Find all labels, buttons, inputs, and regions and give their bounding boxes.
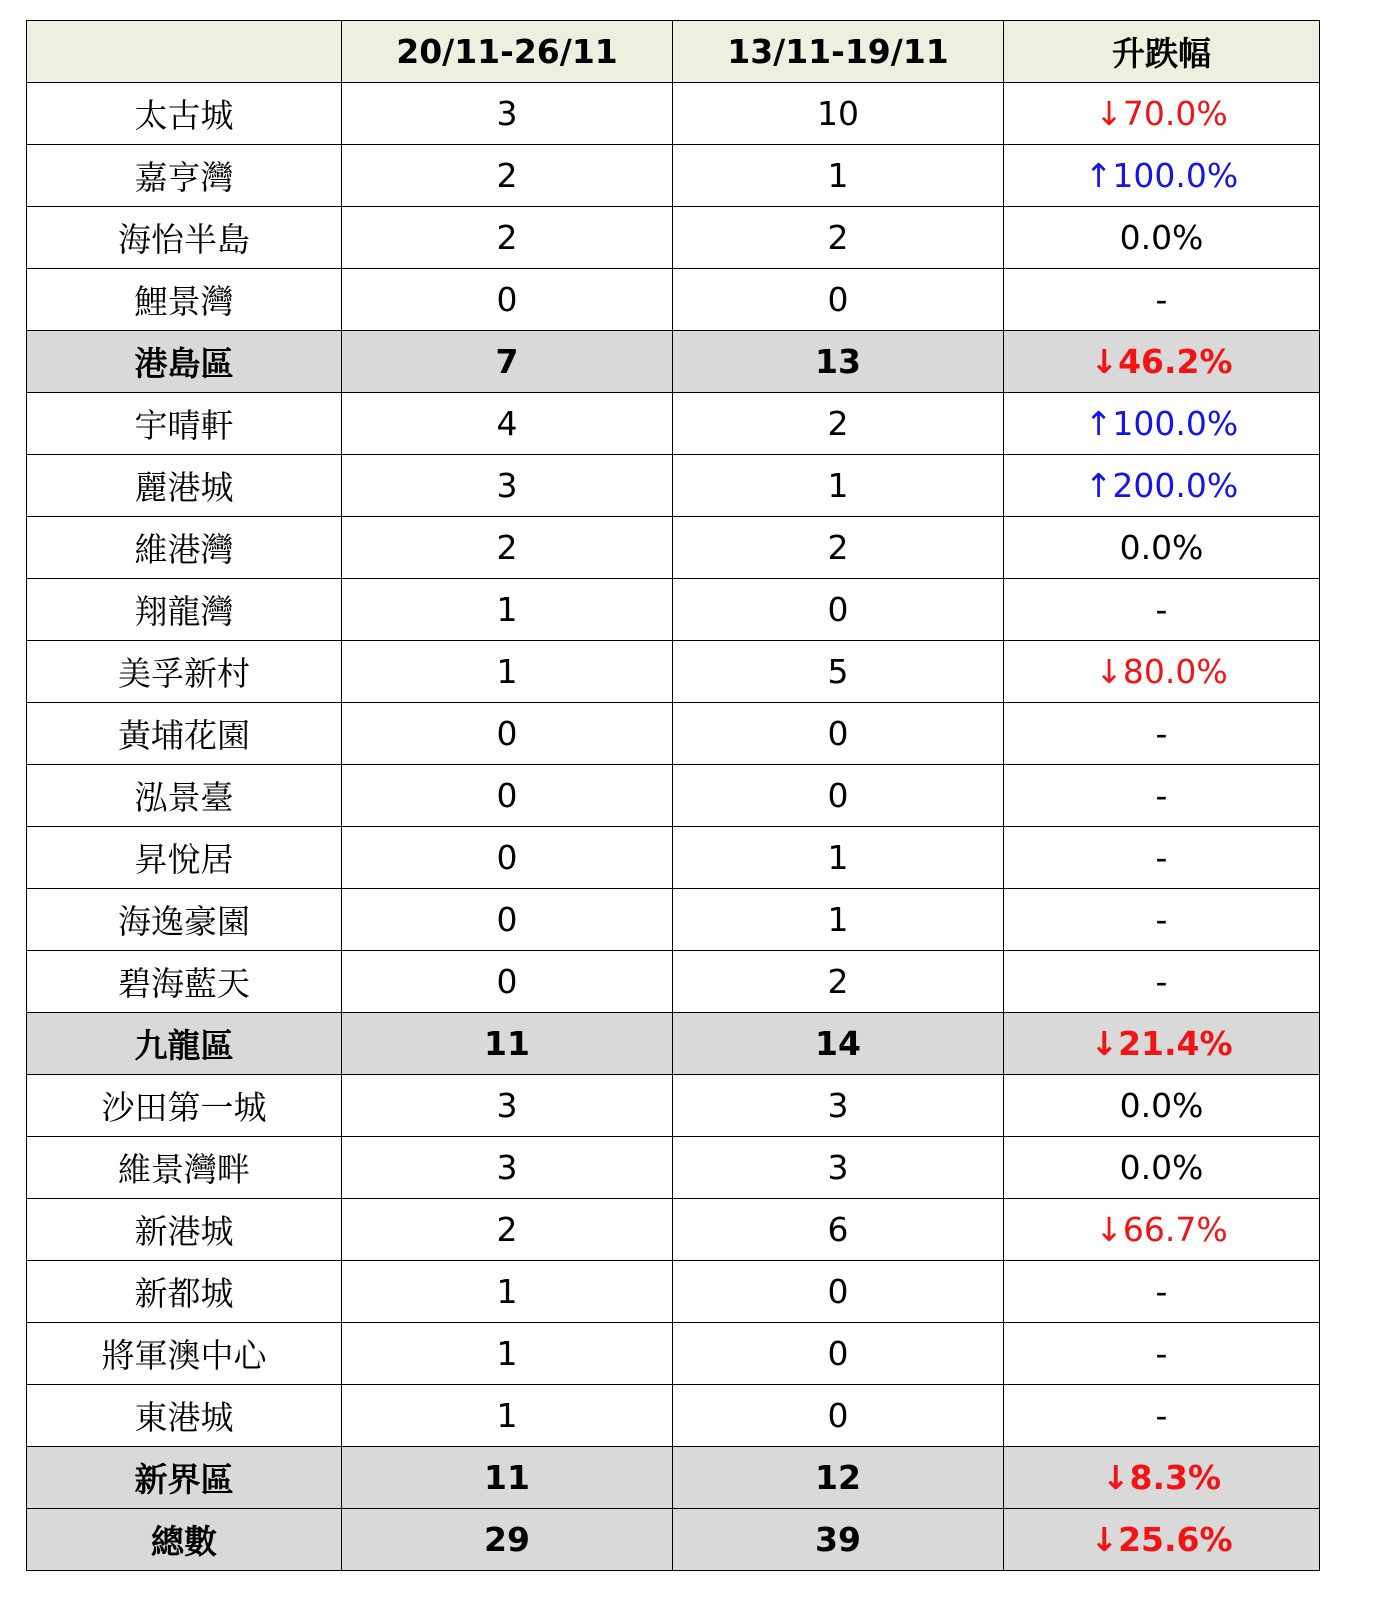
previous-week-cell: 13 xyxy=(673,331,1004,393)
estate-name-cell: 翔龍灣 xyxy=(27,579,342,641)
change-cell: - xyxy=(1004,951,1320,1013)
current-week-cell: 1 xyxy=(342,1385,673,1447)
current-week-cell: 0 xyxy=(342,269,673,331)
table-row xyxy=(27,393,1320,455)
previous-week-cell: 2 xyxy=(673,207,1004,269)
table-row xyxy=(27,889,1320,951)
previous-week-cell: 2 xyxy=(673,951,1004,1013)
table-row xyxy=(27,641,1320,703)
estate-name-cell: 將軍澳中心 xyxy=(27,1323,342,1385)
current-week-cell: 0 xyxy=(342,889,673,951)
change-cell: 0.0% xyxy=(1004,1075,1320,1137)
previous-week-cell: 1 xyxy=(673,827,1004,889)
previous-week-cell: 1 xyxy=(673,145,1004,207)
estate-name-cell: 麗港城 xyxy=(27,455,342,517)
previous-week-cell: 14 xyxy=(673,1013,1004,1075)
estate-name-cell: 鯉景灣 xyxy=(27,269,342,331)
previous-week-cell: 0 xyxy=(673,1261,1004,1323)
header-change: 升跌幅 xyxy=(1004,21,1320,83)
estate-name-cell: 海怡半島 xyxy=(27,207,342,269)
estate-name-cell: 泓景臺 xyxy=(27,765,342,827)
previous-week-cell: 39 xyxy=(673,1509,1004,1571)
table-row xyxy=(27,765,1320,827)
current-week-cell: 0 xyxy=(342,703,673,765)
current-week-cell: 11 xyxy=(342,1447,673,1509)
current-week-cell: 7 xyxy=(342,331,673,393)
subtotal-row xyxy=(27,331,1320,393)
current-week-cell: 1 xyxy=(342,641,673,703)
estate-name-cell: 嘉亨灣 xyxy=(27,145,342,207)
table-row xyxy=(27,1199,1320,1261)
table-row xyxy=(27,145,1320,207)
header-row xyxy=(27,21,1320,83)
change-cell: ↑200.0% xyxy=(1004,455,1320,517)
change-cell: 0.0% xyxy=(1004,517,1320,579)
table-row xyxy=(27,207,1320,269)
previous-week-cell: 2 xyxy=(673,393,1004,455)
change-cell: ↑100.0% xyxy=(1004,393,1320,455)
estate-name-cell: 碧海藍天 xyxy=(27,951,342,1013)
change-cell: - xyxy=(1004,269,1320,331)
current-week-cell: 1 xyxy=(342,1323,673,1385)
change-cell: - xyxy=(1004,1261,1320,1323)
current-week-cell: 1 xyxy=(342,579,673,641)
change-cell: ↓25.6% xyxy=(1004,1509,1320,1571)
table-row xyxy=(27,579,1320,641)
previous-week-cell: 1 xyxy=(673,455,1004,517)
table-body xyxy=(27,83,1320,1571)
header-estate xyxy=(27,21,342,83)
previous-week-cell: 5 xyxy=(673,641,1004,703)
change-cell: ↓21.4% xyxy=(1004,1013,1320,1075)
current-week-cell: 3 xyxy=(342,83,673,145)
previous-week-cell: 10 xyxy=(673,83,1004,145)
current-week-cell: 0 xyxy=(342,827,673,889)
table-row xyxy=(27,827,1320,889)
table-row xyxy=(27,1261,1320,1323)
previous-week-cell: 0 xyxy=(673,269,1004,331)
table-row xyxy=(27,1075,1320,1137)
subtotal-row xyxy=(27,1509,1320,1571)
current-week-cell: 3 xyxy=(342,455,673,517)
current-week-cell: 11 xyxy=(342,1013,673,1075)
current-week-cell: 4 xyxy=(342,393,673,455)
change-cell: 0.0% xyxy=(1004,1137,1320,1199)
previous-week-cell: 6 xyxy=(673,1199,1004,1261)
table-row xyxy=(27,1323,1320,1385)
change-cell: - xyxy=(1004,703,1320,765)
previous-week-cell: 0 xyxy=(673,703,1004,765)
current-week-cell: 3 xyxy=(342,1075,673,1137)
estate-name-cell: 海逸豪園 xyxy=(27,889,342,951)
change-cell: - xyxy=(1004,1323,1320,1385)
previous-week-cell: 3 xyxy=(673,1075,1004,1137)
change-cell: ↑100.0% xyxy=(1004,145,1320,207)
table-row xyxy=(27,1385,1320,1447)
change-cell: - xyxy=(1004,1385,1320,1447)
previous-week-cell: 12 xyxy=(673,1447,1004,1509)
table-row xyxy=(27,269,1320,331)
estate-name-cell: 港島區 xyxy=(27,331,342,393)
header-previous-week: 13/11-19/11 xyxy=(673,21,1004,83)
table-row xyxy=(27,951,1320,1013)
current-week-cell: 1 xyxy=(342,1261,673,1323)
current-week-cell: 2 xyxy=(342,207,673,269)
estate-name-cell: 維港灣 xyxy=(27,517,342,579)
change-cell: - xyxy=(1004,765,1320,827)
estate-name-cell: 昇悅居 xyxy=(27,827,342,889)
table-row xyxy=(27,703,1320,765)
change-cell: ↓80.0% xyxy=(1004,641,1320,703)
table-row xyxy=(27,455,1320,517)
change-cell: ↓8.3% xyxy=(1004,1447,1320,1509)
estate-name-cell: 九龍區 xyxy=(27,1013,342,1075)
table-row xyxy=(27,517,1320,579)
change-cell: - xyxy=(1004,889,1320,951)
estate-name-cell: 太古城 xyxy=(27,83,342,145)
estate-name-cell: 美孚新村 xyxy=(27,641,342,703)
previous-week-cell: 0 xyxy=(673,579,1004,641)
current-week-cell: 2 xyxy=(342,1199,673,1261)
previous-week-cell: 1 xyxy=(673,889,1004,951)
estate-name-cell: 新港城 xyxy=(27,1199,342,1261)
current-week-cell: 0 xyxy=(342,765,673,827)
table-row xyxy=(27,1137,1320,1199)
current-week-cell: 0 xyxy=(342,951,673,1013)
current-week-cell: 2 xyxy=(342,517,673,579)
estate-name-cell: 東港城 xyxy=(27,1385,342,1447)
previous-week-cell: 0 xyxy=(673,1385,1004,1447)
previous-week-cell: 3 xyxy=(673,1137,1004,1199)
change-cell: ↓46.2% xyxy=(1004,331,1320,393)
current-week-cell: 3 xyxy=(342,1137,673,1199)
subtotal-row xyxy=(27,1447,1320,1509)
estate-name-cell: 維景灣畔 xyxy=(27,1137,342,1199)
estate-name-cell: 宇晴軒 xyxy=(27,393,342,455)
change-cell: 0.0% xyxy=(1004,207,1320,269)
estate-name-cell: 新界區 xyxy=(27,1447,342,1509)
change-cell: ↓66.7% xyxy=(1004,1199,1320,1261)
change-cell: ↓70.0% xyxy=(1004,83,1320,145)
estate-name-cell: 沙田第一城 xyxy=(27,1075,342,1137)
estate-name-cell: 新都城 xyxy=(27,1261,342,1323)
change-cell: - xyxy=(1004,579,1320,641)
current-week-cell: 2 xyxy=(342,145,673,207)
subtotal-row xyxy=(27,1013,1320,1075)
previous-week-cell: 0 xyxy=(673,1323,1004,1385)
change-cell: - xyxy=(1004,827,1320,889)
header-current-week: 20/11-26/11 xyxy=(342,21,673,83)
estate-name-cell: 黃埔花園 xyxy=(27,703,342,765)
current-week-cell: 29 xyxy=(342,1509,673,1571)
estate-name-cell: 總數 xyxy=(27,1509,342,1571)
previous-week-cell: 2 xyxy=(673,517,1004,579)
transaction-table xyxy=(26,20,1320,1571)
previous-week-cell: 0 xyxy=(673,765,1004,827)
table-row xyxy=(27,83,1320,145)
